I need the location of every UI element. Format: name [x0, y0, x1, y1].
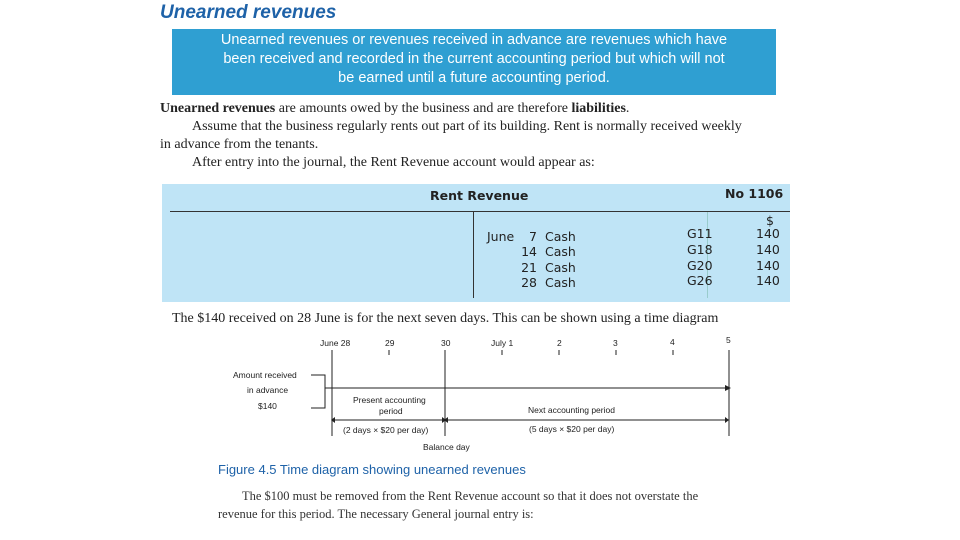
tick-label: June 28 [320, 338, 351, 348]
ledger-day: 28 [521, 275, 537, 290]
tick-label: 30 [441, 338, 451, 348]
paragraph-liabilities [160, 100, 629, 118]
paragraph-text: . [625, 101, 630, 116]
paragraph-time-diagram: The $140 received on 28 June is for the next seven days. This can be shown using a time diagram [172, 311, 719, 326]
ledger-desc: Cash [545, 244, 576, 259]
definition-line: been received and recorded in the current accounting period but which will not [223, 51, 725, 67]
paragraph-removal: The $100 must be removed from the Rent Revenue account so that it does not overstate the [242, 489, 699, 503]
ledger-number: No 1106 [725, 186, 784, 201]
ledger-ref: G26 [687, 273, 713, 288]
amount-bracket [311, 375, 332, 408]
tick-label: 2 [557, 338, 562, 348]
section-heading: Unearned revenues [160, 2, 337, 23]
balance-day-label: Balance day [423, 442, 470, 452]
term-bold: liabilities [571, 101, 626, 116]
ledger-day: 7 [529, 229, 537, 244]
figure-caption: Figure 4.5 Time diagram showing unearned revenues [218, 462, 526, 477]
amount-value: $140 [258, 401, 277, 411]
tick-label: 5 [726, 336, 731, 345]
ledger-desc: Cash [545, 229, 576, 244]
next-period-label: Next accounting period [528, 405, 615, 415]
ledger-divider [473, 212, 474, 298]
ledger-ref: G20 [687, 258, 713, 273]
tick-label: July 1 [491, 338, 514, 348]
ledger-amount: 140 [756, 242, 780, 257]
ledger-amount: 140 [756, 258, 780, 273]
definition-line: Unearned revenues or revenues received in advance are revenues which have [220, 32, 728, 48]
ledger-rule [170, 211, 790, 212]
present-period-label: Present accounting [353, 395, 426, 405]
arrow-head [725, 417, 729, 423]
time-diagram [225, 336, 745, 456]
ledger-ref: G18 [687, 242, 713, 257]
tick-label: 3 [613, 338, 618, 348]
tick-label: 4 [670, 337, 675, 347]
ledger-day: 14 [521, 244, 537, 259]
ledger-ref: G11 [687, 226, 713, 241]
paragraph-rent: Assume that the business regularly rents out part of its building. Rent is normally received weekly [192, 119, 742, 134]
paragraph-rent-cont: in advance from the tenants. [160, 137, 319, 152]
definition-line: be earned until a future accounting period. [338, 70, 610, 86]
arrow-head [725, 385, 731, 391]
definition-box [172, 29, 776, 95]
ledger-title: Rent Revenue [430, 188, 529, 203]
paragraph-text: are amounts owed by the business and are therefore [275, 101, 572, 116]
present-period-label: period [379, 406, 403, 416]
amount-label: in advance [247, 385, 289, 395]
ledger-desc: Cash [545, 260, 576, 275]
term-bold: Unearned revenues [160, 101, 276, 116]
ledger-amount: 140 [756, 273, 780, 288]
next-period-calc: (5 days × $20 per day) [529, 424, 615, 434]
ledger-currency: $ [766, 213, 774, 228]
amount-label: Amount received [233, 370, 297, 380]
ledger-month: June [487, 229, 515, 244]
rent-revenue-ledger [162, 184, 790, 302]
ledger-desc: Cash [545, 275, 576, 290]
ledger-amount: 140 [756, 226, 780, 241]
paragraph-removal-cont: revenue for this period. The necessary General journal entry is: [218, 507, 534, 521]
paragraph-journal: After entry into the journal, the Rent Revenue account would appear as: [192, 155, 595, 170]
ledger-day: 21 [521, 260, 537, 275]
present-period-calc: (2 days × $20 per day) [343, 425, 429, 435]
tick-label: 29 [385, 338, 395, 348]
